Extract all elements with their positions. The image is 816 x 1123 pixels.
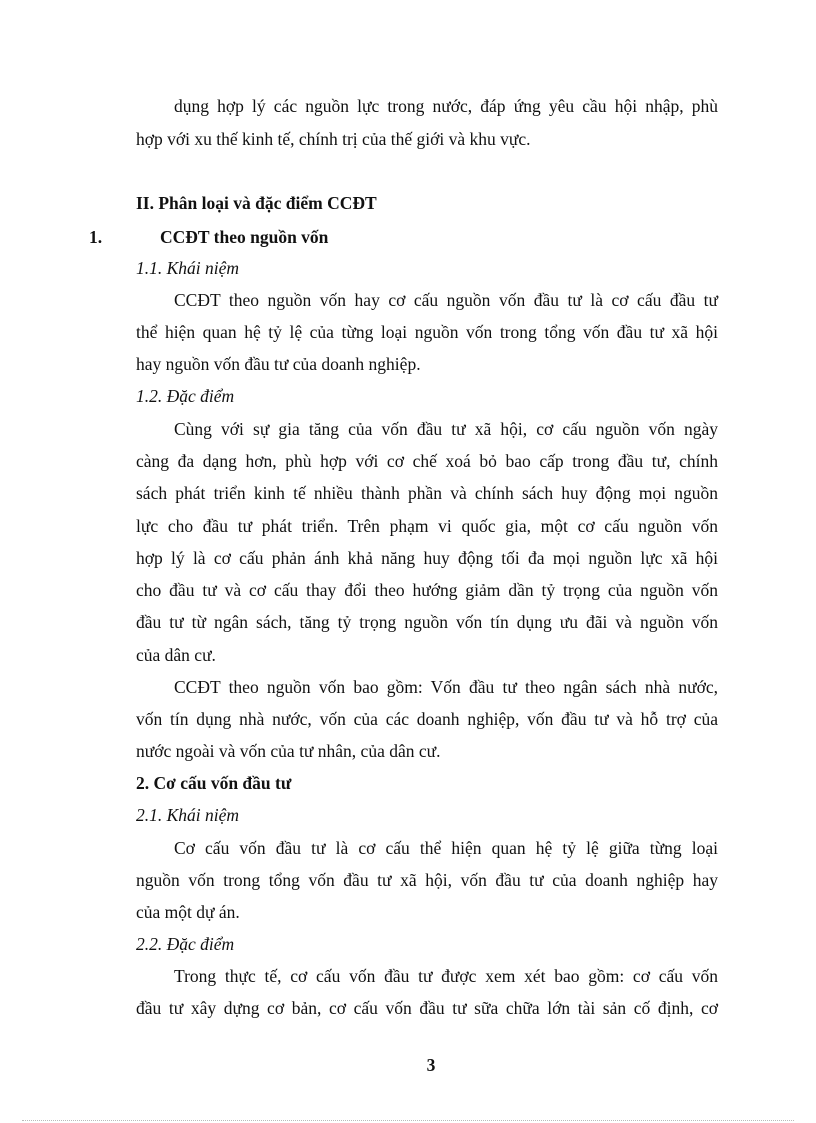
paragraph-line: Trong thực tế, cơ cấu vốn đầu tư được xem xét bao gồm: cơ cấu vốn <box>174 966 718 986</box>
paragraph-line: lực cho đầu tư phát triển. Trên phạm vi quốc gia, một cơ cấu nguồn vốn <box>136 516 718 536</box>
paragraph-line: của dân cư. <box>136 645 216 665</box>
paragraph-line: cho đầu tư và cơ cấu thay đổi theo hướng giảm dần tỷ trọng của nguồn vốn <box>136 580 718 600</box>
paragraph-line: CCĐT theo nguồn vốn hay cơ cấu nguồn vốn đầu tư là cơ cấu đầu tư <box>174 290 718 310</box>
subsection-heading: 1.1. Khái niệm <box>136 258 240 278</box>
paragraph-line: đầu tư xây dựng cơ bản, cơ cấu vốn đầu tư sữa chữa lớn tài sản cố định, cơ <box>136 998 718 1018</box>
paragraph-line: vốn tín dụng nhà nước, vốn của các doanh nghiệp, vốn đầu tư và hỗ trợ của <box>136 709 718 729</box>
paragraph-line: Cơ cấu vốn đầu tư là cơ cấu thể hiện quan hệ tỷ lệ giữa từng loại <box>174 838 718 858</box>
paragraph-line: đầu tư từ ngân sách, tăng tỷ trọng nguồn vốn tín dụng ưu đãi và nguồn vốn <box>136 612 718 632</box>
section-heading: CCĐT theo nguồn vốn <box>160 227 329 247</box>
paragraph-line: CCĐT theo nguồn vốn bao gồm: Vốn đầu tư theo ngân sách nhà nước, <box>174 677 718 697</box>
paragraph-line: thể hiện quan hệ tỷ lệ của từng loại nguồn vốn trong tổng vốn đầu tư xã hội <box>136 322 718 342</box>
paragraph-line: của một dự án. <box>136 902 240 922</box>
paragraph-line: sách phát triển kinh tế nhiều thành phần và chính sách huy động mọi nguồn <box>136 483 718 503</box>
subsection-heading: 1.2. Đặc điểm <box>136 386 235 406</box>
section-heading: II. Phân loại và đặc điểm CCĐT <box>136 193 377 213</box>
subsection-heading: 2.2. Đặc điểm <box>136 934 235 954</box>
paragraph-line: hay nguồn vốn đầu tư của doanh nghiệp. <box>136 354 421 374</box>
page-number: 3 <box>426 1055 436 1075</box>
paragraph-line: Cùng với sự gia tăng của vốn đầu tư xã hội, cơ cấu nguồn vốn ngày <box>174 419 718 439</box>
paragraph-line: nước ngoài và vốn của tư nhân, của dân cư. <box>136 741 441 761</box>
paragraph-line: dụng hợp lý các nguồn lực trong nước, đáp ứng yêu cầu hội nhập, phù <box>174 96 718 116</box>
section-number: 1. <box>89 227 103 247</box>
paragraph-line: hợp lý là cơ cấu phản ánh khả năng huy động tối đa mọi nguồn lực xã hội <box>136 548 718 568</box>
paragraph-line: hợp với xu thế kinh tế, chính trị của thế giới và khu vực. <box>136 129 531 149</box>
footer-divider <box>22 1120 794 1121</box>
section-heading: 2. Cơ cấu vốn đầu tư <box>136 773 292 793</box>
subsection-heading: 2.1. Khái niệm <box>136 805 240 825</box>
paragraph-line: nguồn vốn trong tổng vốn đầu tư xã hội, vốn đầu tư của doanh nghiệp hay <box>136 870 718 890</box>
paragraph-line: càng đa dạng hơn, phù hợp với cơ chế xoá bỏ bao cấp trong đầu tư, chính <box>136 451 718 471</box>
